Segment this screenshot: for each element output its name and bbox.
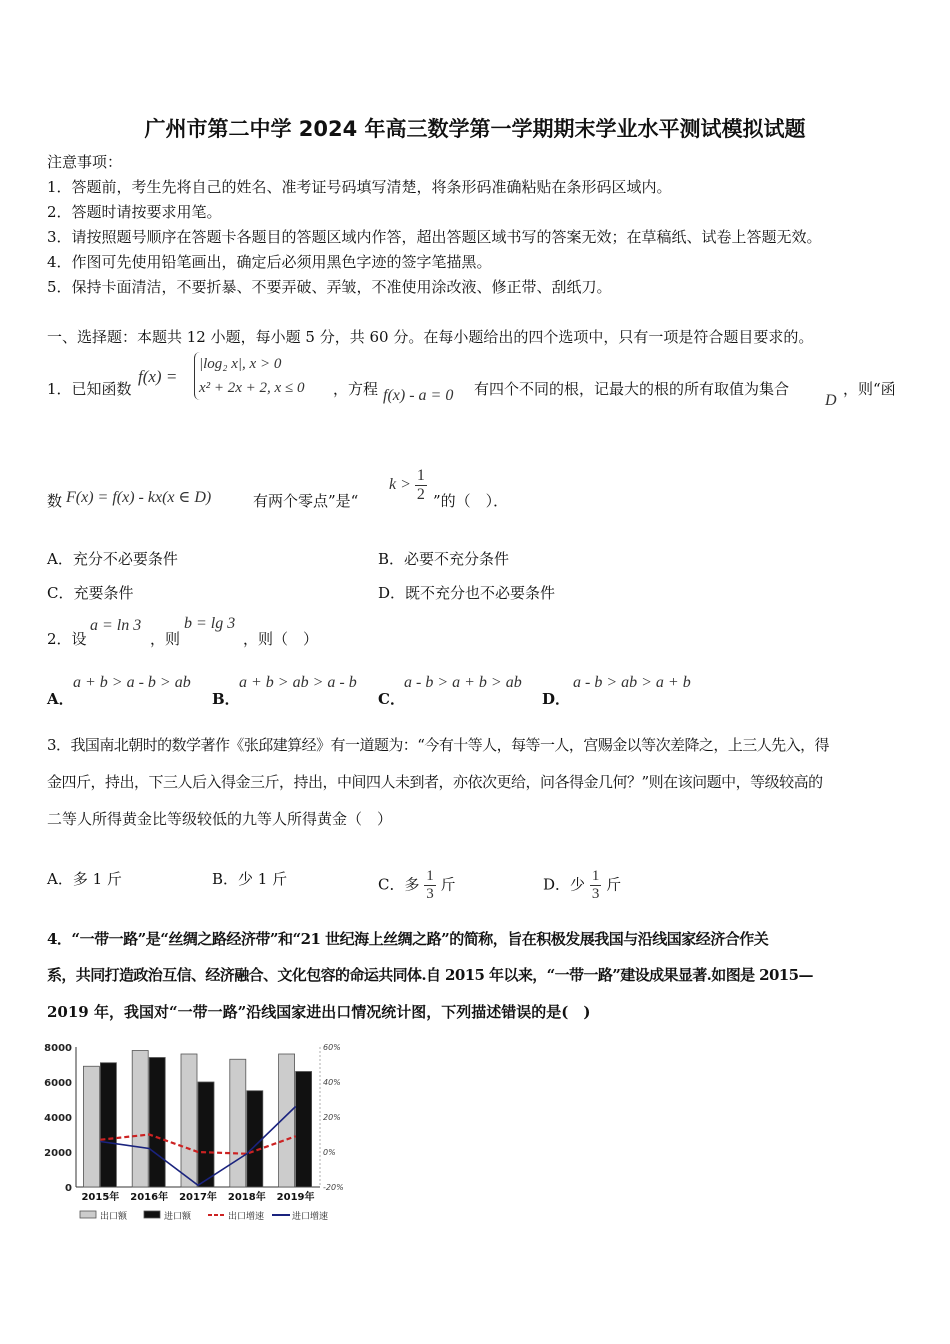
q2-b: b = lg 3 xyxy=(184,615,236,632)
q1-text: 有两个零点”是“ xyxy=(253,492,359,510)
q3-text: 金四斤，持出，下三人后入得金三斤，持出，中间四人未到者，亦依次更给，问各得金几何？”则在该问题中，等级较高的 xyxy=(47,773,823,791)
import-bar xyxy=(100,1063,116,1187)
export-bar xyxy=(230,1059,246,1187)
import-bar xyxy=(149,1058,165,1188)
legend-swatch xyxy=(144,1211,160,1218)
q1-k-condition xyxy=(389,462,427,508)
category-label: 2019年 xyxy=(276,1192,315,1203)
notice-item: 3．请按照题号顺序在答题卡各题目的答题区域内作答，超出答题区域书写的答案无效；在草稿纸、试卷上答题无效。 xyxy=(47,228,822,246)
q1-text: 有四个不同的根，记最大的根的所有取值为集合 xyxy=(474,380,790,398)
category-label: 2015年 xyxy=(81,1192,120,1203)
legend-label: 出口增速 xyxy=(228,1212,265,1222)
export-bar xyxy=(83,1066,99,1187)
legend-label: 出口额 xyxy=(100,1212,128,1222)
q4-text: 4．“一带一路”是“丝绸之路经济带”和“21 世纪海上丝绸之路”的简称，旨在积极发展我国与沿线国家经济合作关 xyxy=(47,930,769,948)
q3-option-c-fraction xyxy=(424,868,436,903)
q1-option-a[interactable]: A．充分不必要条件 xyxy=(47,550,178,568)
q3-option-c-unit: 斤 xyxy=(440,875,456,894)
q1-text: ，则“函 xyxy=(843,380,896,398)
import-bar xyxy=(247,1091,263,1187)
denominator: 3 xyxy=(591,886,600,902)
right-tick-label: 20% xyxy=(323,1113,341,1122)
denominator: 2 xyxy=(416,485,425,503)
q3-option-d[interactable] xyxy=(543,868,621,903)
right-tick-label: 60% xyxy=(323,1043,341,1052)
category-label: 2017年 xyxy=(179,1192,217,1203)
right-tick-label: 40% xyxy=(323,1078,341,1087)
export-bar xyxy=(181,1054,197,1187)
notice-item: 2．答题时请按要求用笔。 xyxy=(47,203,222,221)
q1-option-c[interactable]: C．充要条件 xyxy=(47,584,134,602)
q2-option-c[interactable]: a - b > a + b > ab xyxy=(404,674,522,691)
q3-option-d-label: D．少 xyxy=(543,875,586,894)
q1-text: 1．已知函数 xyxy=(47,380,132,398)
left-tick-label: 4000 xyxy=(44,1113,72,1124)
category-label: 2018年 xyxy=(227,1192,266,1203)
trade-chart xyxy=(38,1035,358,1230)
q1-fx: f(x) = xyxy=(138,367,178,386)
legend-swatch xyxy=(80,1211,96,1218)
q1-set-d: D xyxy=(825,392,837,409)
left-tick-label: 8000 xyxy=(44,1043,72,1054)
right-tick-label: 0% xyxy=(323,1148,336,1157)
q1-text: ”的（ ）． xyxy=(433,492,509,510)
q2-a: a = ln 3 xyxy=(90,617,142,634)
q2-text: 2．设 xyxy=(47,630,87,648)
q2-option-d-label[interactable]: D． xyxy=(542,690,571,708)
q3-option-d-fraction xyxy=(590,868,602,903)
import-bar xyxy=(198,1082,214,1187)
q1-text: ，方程 xyxy=(333,380,379,398)
q3-text: 3．我国南北朝时的数学著作《张邱建算经》有一道题为：“今有十等人，每等一人，宫赐金以等次差降之，上三人先入，得 xyxy=(47,736,829,754)
q1-equation: f(x) - a = 0 xyxy=(383,387,454,404)
q4-text: 系，共同打造政治互信、经济融合、文化包容的命运共同体.自 2015 年以来，“一带一路”建设成果显著.如图是 2015— xyxy=(47,966,813,984)
left-tick-label: 0 xyxy=(65,1183,72,1194)
q1-option-d[interactable]: D．既不充分也不必要条件 xyxy=(378,584,556,602)
legend-label: 进口增速 xyxy=(292,1212,329,1222)
numerator: 1 xyxy=(416,466,425,484)
notice-item: 5．保持卡面清洁，不要折暴、不要弄破、弄皱，不准使用涂改液、修正带、刮纸刀。 xyxy=(47,278,612,296)
q1-F: F(x) = f(x) - kx(x ∈ D) xyxy=(66,489,212,506)
q3-option-b[interactable]: B．少 1 斤 xyxy=(212,870,288,888)
q2-text: ，则（ ） xyxy=(243,630,319,648)
q3-option-c[interactable] xyxy=(378,868,456,903)
q2-option-c-label[interactable]: C． xyxy=(378,690,405,708)
q1-case-2: x² + 2x + 2, x ≤ 0 xyxy=(199,380,305,396)
q1-k-fraction xyxy=(415,467,427,504)
notice-heading: 注意事项： xyxy=(47,153,123,171)
q1-piecewise xyxy=(194,352,304,400)
q1-text: 数 xyxy=(47,492,63,510)
denominator: 3 xyxy=(426,886,434,902)
legend-label: 进口额 xyxy=(164,1212,192,1222)
q3-option-d-unit: 斤 xyxy=(606,875,622,894)
left-tick-label: 6000 xyxy=(44,1078,72,1089)
q1-case-1: |log₂ x|, x > 0 xyxy=(199,356,282,372)
export-bar xyxy=(132,1051,148,1188)
q2-option-a-label[interactable]: A． xyxy=(47,690,74,708)
q4-text: 2019 年，我国对“一带一路”沿线国家进出口情况统计图，下列描述错误的是( ) xyxy=(47,1003,591,1021)
q2-option-b-label[interactable]: B． xyxy=(212,690,240,708)
q1-k: k > xyxy=(389,476,411,493)
notice-item: 1．答题前，考生先将自己的姓名、准考证号码填写清楚，将条形码准确粘贴在条形码区域内。 xyxy=(47,178,672,196)
q2-option-a[interactable]: a + b > a - b > ab xyxy=(73,674,191,691)
numerator: 1 xyxy=(591,868,600,884)
right-tick-label: -20% xyxy=(323,1183,344,1192)
import-bar xyxy=(296,1072,312,1188)
q3-option-c-label: C．多 xyxy=(378,875,420,894)
q2-text: ，则 xyxy=(150,630,181,648)
numerator: 1 xyxy=(426,868,434,884)
left-tick-label: 2000 xyxy=(44,1148,72,1159)
page-title: 广州市第二中学 2024 年高三数学第一学期期末学业水平测试模拟试题 xyxy=(144,117,806,141)
q1-option-b[interactable]: B．必要不充分条件 xyxy=(378,550,510,568)
category-label: 2016年 xyxy=(130,1192,169,1203)
section-heading: 一、选择题：本题共 12 小题，每小题 5 分，共 60 分。在每小题给出的四个选项中，只有一项是符合题目要求的。 xyxy=(47,328,814,346)
notice-item: 4．作图可先使用铅笔画出，确定后必须用黑色字迹的签字笔描黑。 xyxy=(47,253,492,271)
q3-option-a[interactable]: A．多 1 斤 xyxy=(47,870,122,888)
q3-text: 二等人所得黄金比等级较低的九等人所得黄金（ ） xyxy=(47,810,393,828)
q2-option-b[interactable]: a + b > ab > a - b xyxy=(239,674,357,691)
q2-option-d[interactable]: a - b > ab > a + b xyxy=(573,674,691,691)
